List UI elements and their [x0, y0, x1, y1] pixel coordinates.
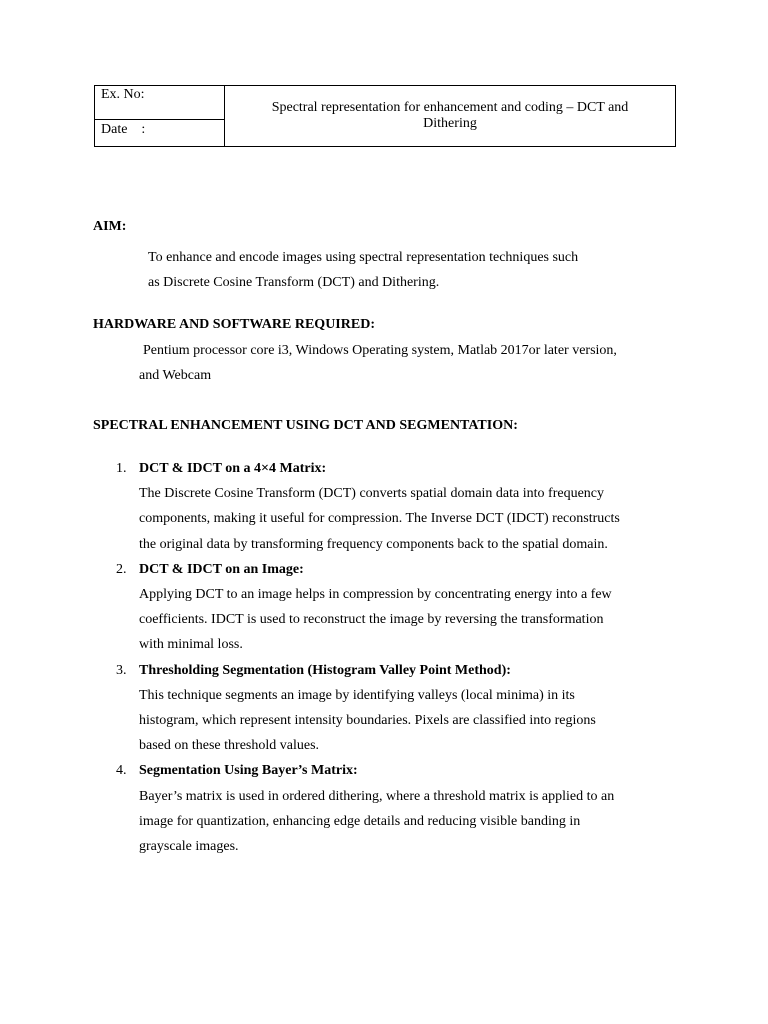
item-line: grayscale images. — [139, 839, 239, 855]
header-table — [94, 85, 676, 147]
ex-no-cell — [95, 86, 225, 120]
item-line: histogram, which represent intensity boundaries. Pixels are classified into regions — [139, 713, 596, 729]
item-line: components, making it useful for compression. The Inverse DCT (IDCT) reconstructs — [139, 511, 620, 527]
aim-heading: AIM: — [93, 219, 127, 234]
aim-text — [148, 245, 578, 295]
item-line: coefficients. IDCT is used to reconstruct the image by reversing the transformation — [139, 612, 604, 628]
date-label: Date : — [101, 122, 146, 137]
item-title: DCT & IDCT on a 4×4 Matrix: — [139, 461, 327, 476]
aim-line: To enhance and encode images using spectral representation techniques such — [148, 250, 579, 265]
item-number: 2. — [116, 561, 127, 577]
item-number: 4. — [116, 763, 127, 779]
item-title: DCT & IDCT on an Image: — [139, 561, 304, 577]
item-line: image for quantization, enhancing edge details and reducing visible banding in — [139, 813, 581, 829]
aim-line: as Discrete Cosine Transform (DCT) and Dithering. — [148, 275, 440, 290]
item-number: 3. — [116, 662, 127, 678]
list-item — [112, 758, 620, 859]
technique-list — [112, 456, 620, 859]
date-cell — [95, 120, 225, 147]
section-heading: SPECTRAL ENHANCEMENT USING DCT AND SEGMENTATION: — [93, 418, 518, 433]
item-line: This technique segments an image by identifying valleys (local minima) in its — [139, 687, 575, 703]
requirements-line: and Webcam — [139, 368, 212, 383]
item-line: Applying DCT to an image helps in compression by concentrating energy into a few — [139, 587, 612, 603]
requirements-text — [139, 338, 617, 388]
item-number: 1. — [116, 461, 127, 476]
item-line: with minimal loss. — [139, 637, 243, 653]
list-item — [112, 658, 620, 759]
item-line: based on these threshold values. — [139, 738, 320, 754]
requirements-line: Pentium processor core i3, Windows Operating system, Matlab 2017or later version, — [143, 343, 617, 358]
item-title: Thresholding Segmentation (Histogram Valley Point Method): — [139, 662, 511, 678]
item-line: the original data by transforming frequency components back to the spatial domain. — [139, 536, 608, 552]
list-item — [112, 557, 620, 658]
item-line: The Discrete Cosine Transform (DCT) converts spatial domain data into frequency — [139, 486, 604, 502]
document-title: Spectral representation for enhancement and coding – DCT and Dithering — [271, 100, 629, 131]
document-title-cell — [225, 86, 676, 147]
requirements-heading: HARDWARE AND SOFTWARE REQUIRED: — [93, 317, 375, 332]
item-line: Bayer’s matrix is used in ordered dithering, where a threshold matrix is applied to an — [139, 788, 615, 804]
list-item — [112, 456, 620, 557]
ex-no-label: Ex. No: — [101, 87, 145, 102]
item-title: Segmentation Using Bayer’s Matrix: — [139, 763, 358, 779]
